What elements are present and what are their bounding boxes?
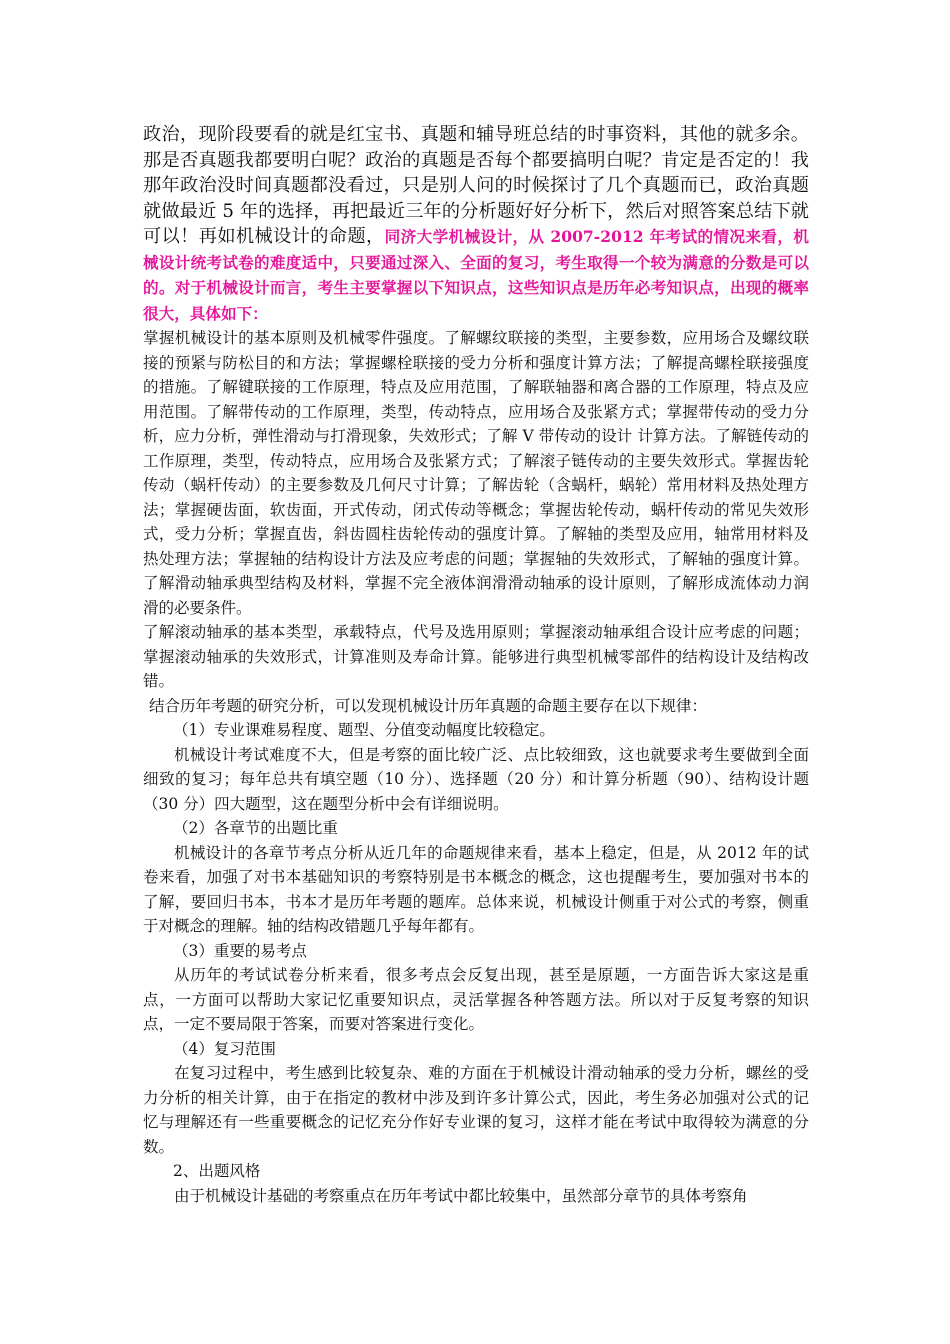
heading-review-scope: （4）复习范围 [173, 1039, 276, 1058]
heading-difficulty: （1）专业课难易程度、题型、分值变动幅度比较稳定。 [173, 721, 555, 739]
analysis-intro: 结合历年考题的研究分析，可以发现机械设计历年真题的命题主要存在以下规律： [149, 696, 708, 715]
question-style-paragraph: 由于机械设计基础的考察重点在历年考试中都比较集中，虽然部分章节的具体考察角 [174, 1186, 748, 1205]
heading-question-style: 2、出题风格 [173, 1162, 261, 1180]
difficulty-paragraph: 机械设计考试难度不大，但是考察的面比较广泛、点比较细致，这也就要求考生要做到全面细致的复习；每年总共有填空题（10 分）、选择题（20 分）和计算分析题（90）、结构设计题（30 分）四大题型，这在题型分析中会有详细说明。 [143, 745, 809, 813]
review-scope-paragraph: 在复习过程中，考生感到比较复杂、难的方面在于机械设计滑动轴承的受力分析，螺丝的受力分析的相关计算，由于在指定的教材中涉及到许多计算公式，因此，考生务必加强对公式的记忆与理解还有一些重要概念的记忆充分作好专业课的复习，这样才能在考试中取得较为满意的分数。 [143, 1064, 809, 1156]
document-body [143, 122, 809, 1208]
knowledge-points-paragraph: 掌握机械设计的基本原则及机械零件强度。了解螺纹联接的类型，主要参数，应用场合及螺纹联接的预紧与防松目的和方法；掌握螺栓联接的受力分析和强度计算方法；了解提高螺栓联接强度的措施。了解键联接的工作原理，特点及应用范围，了解联轴器和离合器的工作原理，特点及应用范围。了解带传动的工作原理，类型，传动特点，应用场合及张紧方式；掌握带传动的受力分析，应力分析，弹性滑动与打滑现象，失效形式；了解 V 带传动的设计 计算方法。了解链传动的工作原理，类型，传动特点，应用场合及张紧方式；了解滚子链传动的主要失效形式。掌握齿轮传动（蜗杆传动）的主要参数及几何尺寸计算；了解齿轮（含蜗杆，蜗轮）常用材料及热处理方法；掌握硬齿面，软齿面，开式传动，闭式传动等概念；掌握齿轮传动，蜗杆传动的常见失效形式，受力分析；掌握直齿，斜齿圆柱齿轮传动的强度计算。了解轴的类型及应用，轴常用材料及热处理方法；掌握轴的结构设计方法及应考虑的问题；掌握轴的失效形式，了解轴的强度计算。了解滑动轴承典型结构及材料，掌握不完全液体润滑滑动轴承的设计原则，了解形成流体动力润滑的必要条件。 [143, 329, 809, 617]
bearing-paragraph: 了解滚动轴承的基本类型，承载特点，代号及选用原则；掌握滚动轴承组合设计应考虑的问题；掌握滚动轴承的失效形式，计算准则及寿命计算。能够进行典型机械零部件的结构设计及结构改错。 [143, 623, 809, 690]
highlighted-text: 同济大学机械设计，从 2007-2012 年考试的情况来看，机械设计统考试卷的难度适中，只要通过深入、全面的复习，考生取得一个较为满意的分数是可以的。对于机械设计而言，考生主要掌握以下知识点，这些知识点是历年必考知识点，出现的概率很大，具体如下： [143, 227, 809, 323]
key-points-paragraph: 从历年的考试试卷分析来看，很多考点会反复出现，甚至是原题，一方面告诉大家这是重点，一方面可以帮助大家记忆重要知识点，灵活掌握各种答题方法。所以对于反复考察的知识点，一定不要局限于答案，而要对答案进行变化。 [143, 966, 809, 1033]
chapter-weight-paragraph: 机械设计的各章节考点分析从近几年的命题规律来看，基本上稳定，但是，从 2012 年的试卷来看，加强了对书本基础知识的考察特别是书本概念的概念，这也提醒考生，要加强对书本的了解，要回归书本，书本才是历年考题的题库。总体来说，机械设计侧重于对公式的考察，侧重于对概念的理解。轴的结构改错题几乎每年都有。 [143, 843, 809, 935]
heading-chapter-weight: （2）各章节的出题比重 [173, 819, 338, 837]
intro-text: 政治，现阶段要看的就是红宝书、真题和辅导班总结的时事资料，其他的就多余。那是否真题我都要明白呢？政治的真题是否每个都要搞明白呢？肯定是否定的！我那年政治没时间真题都没看过，只是别人问的时候探讨了几个真题而已，政治真题就做最近 5 年的选择，再把最近三年的分析题好好分析下，然后对照答案总结下就可以！再如机械设计的命题， [143, 124, 809, 247]
heading-key-points: （3）重要的易考点 [173, 941, 307, 960]
intro-paragraph [143, 122, 809, 326]
